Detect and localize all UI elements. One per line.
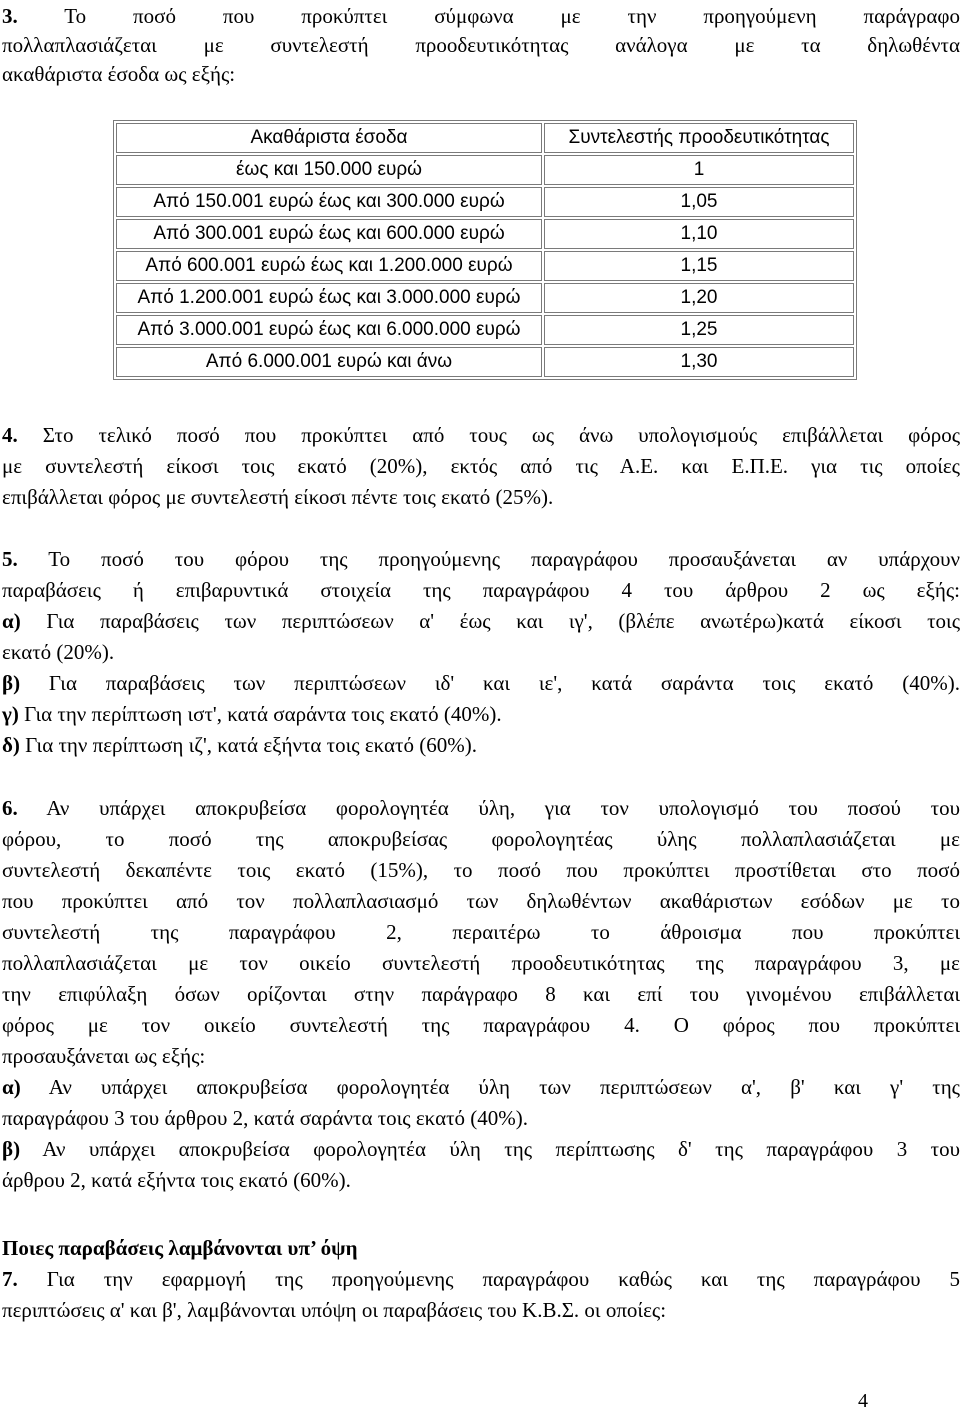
table-cell: 1,30	[544, 347, 854, 377]
para-6-line: συντελεστή δεκαπέντε τοις εκατό (15%), το ποσό που προκύπτει προστίθεται στο ποσό	[2, 858, 960, 882]
item-label: β)	[2, 1137, 21, 1161]
para-text: Το ποσό του φόρου της προηγούμενης παραγράφου προσαυξάνεται αν υπάρχουν	[48, 547, 960, 571]
para-5-line	[2, 669, 960, 698]
para-4-line: με συντελεστή είκοσι τοις εκατό (20%), εκτός από τις Α.Ε. και Ε.Π.Ε. για τις οποίες	[2, 454, 960, 478]
table-cell: 1,10	[544, 219, 854, 249]
para-5-line: εκατό (20%).	[2, 640, 115, 664]
table-cell: Από 1.200.001 ευρώ έως και 3.000.000 ευρώ	[116, 283, 542, 313]
para-6-line: φόρος με τον οικείο συντελεστή της παραγράφου 4. Ο φόρος που προκύπτει	[2, 1013, 960, 1037]
item-label: α)	[2, 609, 21, 633]
para-text: Για την περίπτωση ιστ', κατά σαράντα τοις εκατό (40%).	[24, 702, 502, 726]
para-6-line: που προκύπτει από τον πολλαπλασιασμό των δηλωθέντων ακαθάριστων εσόδων με το	[2, 889, 960, 913]
para-6-line: προσαυξάνεται ως εξής:	[2, 1044, 206, 1068]
para-3-line	[2, 2, 960, 31]
para-6-line: άρθρου 2, κατά εξήντα τοις εκατό (60%).	[2, 1168, 351, 1192]
para-6-line: φόρου, το ποσό της αποκρυβείσας φορολογητέας ύλης πολλαπλασιάζεται με	[2, 827, 960, 851]
para-text: Στο τελικό ποσό που προκύπτει από τους ως άνω υπολογισμούς επιβάλλεται φόρος	[42, 423, 960, 447]
para-5-line	[2, 731, 960, 760]
para-text: Για παραβάσεις των περιπτώσεων α' έως και ιγ', (βλέπε ανωτέρω)κατά είκοσι τοις	[46, 609, 960, 633]
table-row	[116, 283, 854, 313]
table-row	[116, 187, 854, 217]
para-5-line	[2, 607, 960, 636]
para-3-line: πολλαπλασιάζεται με συντελεστή προοδευτικότητας ανάλογα με τα δηλωθέντα	[2, 33, 960, 57]
table-cell: 1,25	[544, 315, 854, 345]
item-label: γ)	[2, 702, 19, 726]
para-7-line	[2, 1265, 960, 1294]
para-3-line: ακαθάριστα έσοδα ως εξής:	[2, 62, 236, 86]
table-row	[116, 219, 854, 249]
para-text: Αν υπάρχει αποκρυβείσα φορολογητέα ύλη, για τον υπολογισμό του ποσού του	[46, 796, 960, 820]
para-4-line: επιβάλλεται φόρος με συντελεστή είκοσι πέντε τοις εκατό (25%).	[2, 485, 554, 509]
para-6-line: πολλαπλασιάζεται με τον οικείο συντελεστή προοδευτικότητας της παραγράφου 3, με	[2, 951, 960, 975]
para-6-line: την επιφύλαξη όσων ορίζονται στην παράγραφο 8 και επί του γινομένου επιβάλλεται	[2, 982, 960, 1006]
para-5-line: παραβάσεις ή επιβαρυντικά στοιχεία της παραγράφου 4 του άρθρου 2 ως εξής:	[2, 578, 960, 602]
table-cell: 1	[544, 155, 854, 185]
page-number: 4	[858, 1390, 868, 1412]
table-cell: Από 3.000.001 ευρώ έως και 6.000.000 ευρώ	[116, 315, 542, 345]
para-4-line	[2, 421, 960, 450]
para-5-line	[2, 545, 960, 574]
para-6-line: συντελεστή της παραγράφου 2, περαιτέρω το άθροισμα που προκύπτει	[2, 920, 960, 944]
para-6-line	[2, 1135, 960, 1164]
table-header-row	[116, 123, 854, 153]
para-6-line: παραγράφου 3 του άρθρου 2, κατά σαράντα τοις εκατό (40%).	[2, 1106, 528, 1130]
item-label: β)	[2, 671, 21, 695]
para-text: Αν υπάρχει αποκρυβείσα φορολογητέα ύλη της περίπτωσης δ' της παραγράφου 3 του	[42, 1137, 960, 1161]
table-cell: Από 6.000.001 ευρώ και άνω	[116, 347, 542, 377]
table-row	[116, 315, 854, 345]
para-text: Για την περίπτωση ιζ', κατά εξήντα τοις εκατό (60%).	[25, 733, 477, 757]
para-5-line	[2, 700, 960, 729]
table-row	[116, 251, 854, 281]
table-row	[116, 347, 854, 377]
table-header-cell: Ακαθάριστα έσοδα	[116, 123, 542, 153]
table-cell: 1,15	[544, 251, 854, 281]
para-number: 4.	[2, 423, 18, 447]
para-number: 5.	[2, 547, 18, 571]
para-number: 6.	[2, 796, 18, 820]
para-text: Το ποσό που προκύπτει σύμφωνα με την προηγούμενη παράγραφο	[17, 4, 960, 28]
table-row	[116, 155, 854, 185]
para-6-line	[2, 794, 960, 823]
table-cell: Από 150.001 ευρώ έως και 300.000 ευρώ	[116, 187, 542, 217]
table-header-cell: Συντελεστής προοδευτικότητας	[544, 123, 854, 153]
para-number: 3.	[2, 4, 18, 28]
item-label: α)	[2, 1075, 21, 1099]
table-cell: 1,20	[544, 283, 854, 313]
section-heading: Ποιες παραβάσεις λαμβάνονται υπ’ όψη	[2, 1236, 358, 1260]
table-cell: έως και 150.000 ευρώ	[116, 155, 542, 185]
para-text: Αν υπάρχει αποκρυβείσα φορολογητέα ύλη των περιπτώσεων α', β' και γ' της	[48, 1075, 960, 1099]
para-7-line: περιπτώσεις α' και β', λαμβάνονται υπόψη οι παραβάσεις του Κ.Β.Σ. οι οποίες:	[2, 1298, 667, 1322]
table-cell: Από 300.001 ευρώ έως και 600.000 ευρώ	[116, 219, 542, 249]
para-6-line	[2, 1073, 960, 1102]
table-cell: Από 600.001 ευρώ έως και 1.200.000 ευρώ	[116, 251, 542, 281]
para-text: Για παραβάσεις των περιπτώσεων ιδ' και ιε', κατά σαράντα τοις εκατό (40%).	[48, 671, 960, 695]
para-text: Για την εφαρμογή της προηγούμενης παραγράφου καθώς και της παραγράφου 5	[46, 1267, 960, 1291]
progressivity-table	[113, 120, 857, 380]
item-label: δ)	[2, 733, 20, 757]
table-cell: 1,05	[544, 187, 854, 217]
para-number: 7.	[2, 1267, 18, 1291]
